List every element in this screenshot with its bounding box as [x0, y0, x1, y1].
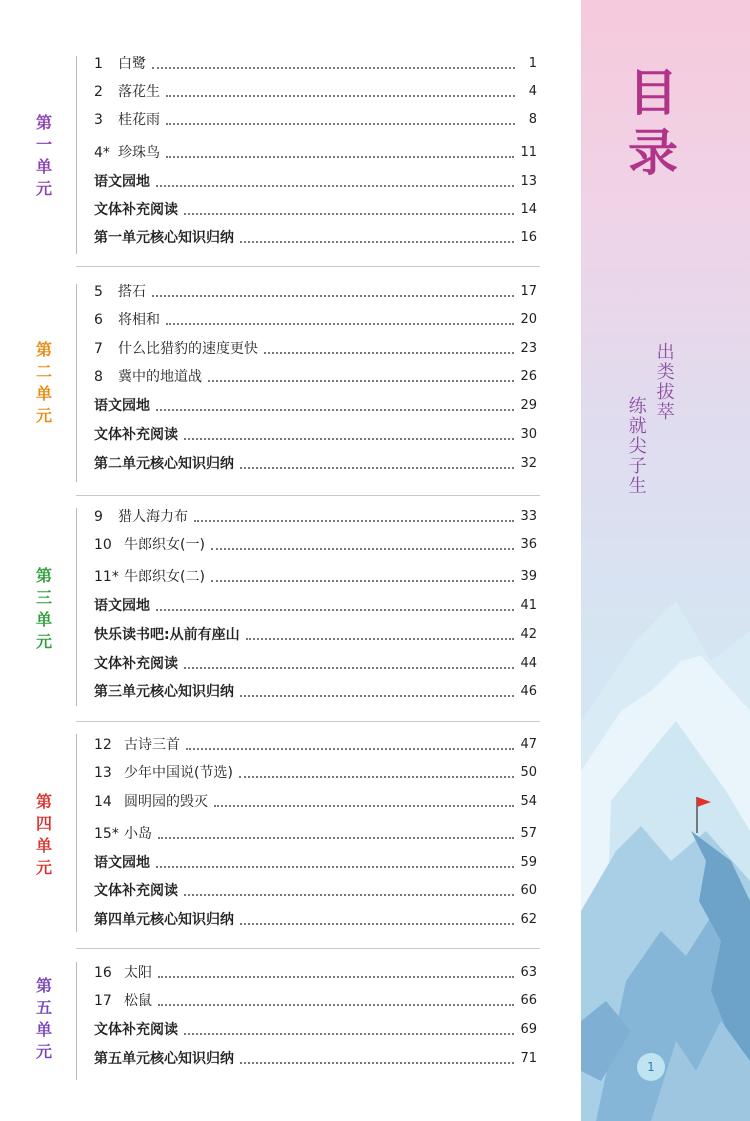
leader-dots	[184, 894, 514, 896]
entry-number: 11*	[94, 569, 119, 585]
entry-page: 4	[528, 84, 537, 99]
entry-number: 14	[94, 794, 112, 810]
entry-page: 63	[520, 965, 537, 980]
leader-dots	[211, 580, 515, 582]
red-flag-icon	[694, 795, 714, 835]
entry-title: 语文园地	[94, 398, 150, 414]
entry-title: 桂花雨	[118, 112, 160, 128]
entry-title: 落花生	[118, 84, 160, 100]
entry-number: 10	[94, 537, 112, 553]
entry-number: 1	[94, 56, 103, 72]
toc-entry[interactable]	[94, 82, 537, 102]
leader-dots	[240, 695, 514, 697]
unit1-divider	[76, 56, 77, 254]
entry-page: 46	[520, 684, 537, 699]
leader-dots	[208, 380, 514, 382]
entry-number: 15*	[94, 826, 119, 842]
leader-dots	[166, 123, 515, 125]
entry-title: 搭石	[118, 284, 146, 300]
leader-dots	[156, 609, 514, 611]
toc-entry[interactable]	[94, 682, 537, 702]
title-char-1: 目	[628, 64, 678, 122]
unit-label-5: 第五单元	[35, 976, 52, 1061]
leader-dots	[152, 295, 514, 297]
leader-dots	[158, 1004, 514, 1006]
unit-label-1: 第一单元	[35, 113, 52, 198]
entry-page: 29	[520, 398, 537, 413]
toc-entry[interactable]	[94, 339, 537, 359]
toc-entry[interactable]	[94, 535, 537, 555]
entry-page: 32	[520, 456, 537, 471]
toc-entry[interactable]	[94, 310, 537, 330]
entry-title: 圆明园的毁灭	[124, 794, 208, 810]
entry-title: 小岛	[124, 826, 152, 842]
leader-dots	[184, 667, 514, 669]
toc-entry[interactable]	[94, 54, 537, 74]
entry-page: 33	[520, 509, 537, 524]
entry-title: 语文园地	[94, 855, 150, 871]
entry-number: 2	[94, 84, 103, 100]
toc-entry[interactable]	[94, 367, 537, 387]
entry-number: 16	[94, 965, 112, 981]
entry-number: 8	[94, 369, 103, 385]
entry-number: 13	[94, 765, 112, 781]
entry-page: 42	[520, 627, 537, 642]
entry-page: 23	[520, 341, 537, 356]
entry-page: 13	[520, 174, 537, 189]
entry-number: 7	[94, 341, 103, 357]
entry-title: 珍珠鸟	[118, 145, 160, 161]
toc-entry[interactable]	[94, 454, 537, 474]
entry-number: 17	[94, 993, 112, 1009]
unit3-divider	[76, 508, 77, 706]
leader-dots	[240, 1062, 514, 1064]
leader-dots	[184, 1033, 514, 1035]
entry-page: 1	[528, 56, 537, 71]
entry-title: 语文园地	[94, 598, 150, 614]
entry-page: 54	[520, 794, 537, 809]
entry-title: 将相和	[118, 312, 160, 328]
entry-number: 12	[94, 737, 112, 753]
unit-label-3: 第三单元	[35, 566, 52, 651]
leader-dots	[158, 976, 514, 978]
toc-entry[interactable]	[94, 228, 537, 248]
separator-3	[76, 721, 540, 722]
entry-title: 牛郎织女(一)	[124, 537, 205, 553]
entry-page: 47	[520, 737, 537, 752]
entry-page: 30	[520, 427, 537, 442]
entry-title: 第三单元核心知识归纳	[94, 684, 234, 700]
toc-entry[interactable]	[94, 991, 537, 1011]
page-number-badge: 1	[637, 1053, 665, 1081]
toc-entry[interactable]	[94, 963, 537, 983]
toc-entry[interactable]	[94, 396, 537, 416]
entry-number: 6	[94, 312, 103, 328]
entry-title: 冀中的地道战	[118, 369, 202, 385]
entry-number: 3	[94, 112, 103, 128]
toc-entry[interactable]	[94, 172, 537, 192]
leader-dots	[239, 776, 515, 778]
toc-entry[interactable]	[94, 910, 537, 930]
entry-title: 牛郎织女(二)	[124, 569, 205, 585]
entry-page: 69	[520, 1022, 537, 1037]
entry-title: 文体补充阅读	[94, 427, 178, 443]
unit4-divider	[76, 734, 77, 932]
entry-page: 17	[520, 284, 537, 299]
entry-page: 66	[520, 993, 537, 1008]
leader-dots	[156, 185, 514, 187]
entry-title: 文体补充阅读	[94, 883, 178, 899]
toc-entry[interactable]	[94, 507, 537, 527]
leader-dots	[186, 748, 514, 750]
entry-title: 白鹭	[118, 56, 146, 72]
unit5-divider	[76, 962, 77, 1080]
toc-entry[interactable]	[94, 654, 537, 674]
entry-page: 11	[520, 145, 537, 160]
entry-title: 文体补充阅读	[94, 656, 178, 672]
unit-label-2: 第二单元	[35, 340, 52, 425]
toc-entry[interactable]	[94, 200, 537, 220]
entry-page: 71	[520, 1051, 537, 1066]
toc-entry[interactable]	[94, 110, 537, 130]
entry-page: 41	[520, 598, 537, 613]
toc-entry[interactable]	[94, 763, 537, 783]
entry-title: 语文园地	[94, 174, 150, 190]
entry-title: 松鼠	[124, 993, 152, 1009]
cover-panel	[581, 0, 750, 1121]
toc-entry[interactable]	[94, 881, 537, 901]
entry-title: 古诗三首	[124, 737, 180, 753]
entry-page: 36	[520, 537, 537, 552]
toc-entry[interactable]	[94, 792, 537, 812]
entry-title: 第四单元核心知识归纳	[94, 912, 234, 928]
entry-title: 第五单元核心知识归纳	[94, 1051, 234, 1067]
leader-dots	[152, 67, 515, 69]
entry-title: 文体补充阅读	[94, 202, 178, 218]
toc-entry[interactable]	[94, 824, 537, 844]
toc-entry[interactable]	[94, 735, 537, 755]
leader-dots	[194, 520, 514, 522]
toc-entry[interactable]	[94, 1049, 537, 1069]
leader-dots	[240, 241, 514, 243]
leader-dots	[156, 409, 514, 411]
entry-page: 60	[520, 883, 537, 898]
toc-entry[interactable]	[94, 625, 537, 645]
leader-dots	[211, 548, 515, 550]
separator-4	[76, 948, 540, 949]
entry-page: 26	[520, 369, 537, 384]
entry-title: 太阳	[124, 965, 152, 981]
leader-dots	[156, 866, 514, 868]
entry-page: 39	[520, 569, 537, 584]
entry-title: 少年中国说(节选)	[124, 765, 233, 781]
toc-entry[interactable]	[94, 596, 537, 616]
toc-entry[interactable]	[94, 853, 537, 873]
entry-page: 57	[520, 826, 537, 841]
leader-dots	[166, 156, 514, 158]
entry-page: 16	[520, 230, 537, 245]
toc-entry[interactable]	[94, 282, 537, 302]
entry-page: 50	[520, 765, 537, 780]
entry-title: 文体补充阅读	[94, 1022, 178, 1038]
entry-number: 9	[94, 509, 103, 525]
unit-label-4: 第四单元	[35, 792, 52, 877]
title-char-2: 录	[628, 124, 678, 182]
entry-title: 第一单元核心知识归纳	[94, 230, 234, 246]
entry-page: 62	[520, 912, 537, 927]
separator-2	[76, 495, 540, 496]
entry-title: 第二单元核心知识归纳	[94, 456, 234, 472]
entry-number: 4*	[94, 145, 110, 161]
entry-page: 59	[520, 855, 537, 870]
slogan-line-1: 出类拔萃	[653, 342, 675, 422]
toc-entry[interactable]	[94, 1020, 537, 1040]
toc-entry[interactable]	[94, 425, 537, 445]
leader-dots	[246, 638, 515, 640]
entry-title: 什么比猎豹的速度更快	[118, 341, 258, 357]
leader-dots	[166, 323, 514, 325]
toc-entry[interactable]	[94, 567, 537, 587]
entry-page: 20	[520, 312, 537, 327]
separator-1	[76, 266, 540, 267]
entry-page: 8	[528, 112, 537, 127]
leader-dots	[184, 438, 514, 440]
leader-dots	[264, 352, 514, 354]
leader-dots	[240, 467, 514, 469]
toc-entry[interactable]	[94, 143, 537, 163]
leader-dots	[184, 213, 514, 215]
entry-page: 44	[520, 656, 537, 671]
mountain-illustration	[581, 601, 750, 1121]
slogan-line-2: 练就尖子生	[625, 396, 647, 496]
unit2-divider	[76, 284, 77, 482]
entry-title: 快乐读书吧:从前有座山	[94, 627, 240, 643]
leader-dots	[158, 837, 514, 839]
entry-number: 5	[94, 284, 103, 300]
leader-dots	[240, 923, 514, 925]
leader-dots	[214, 805, 514, 807]
entry-page: 14	[520, 202, 537, 217]
entry-title: 猎人海力布	[118, 509, 188, 525]
leader-dots	[166, 95, 515, 97]
